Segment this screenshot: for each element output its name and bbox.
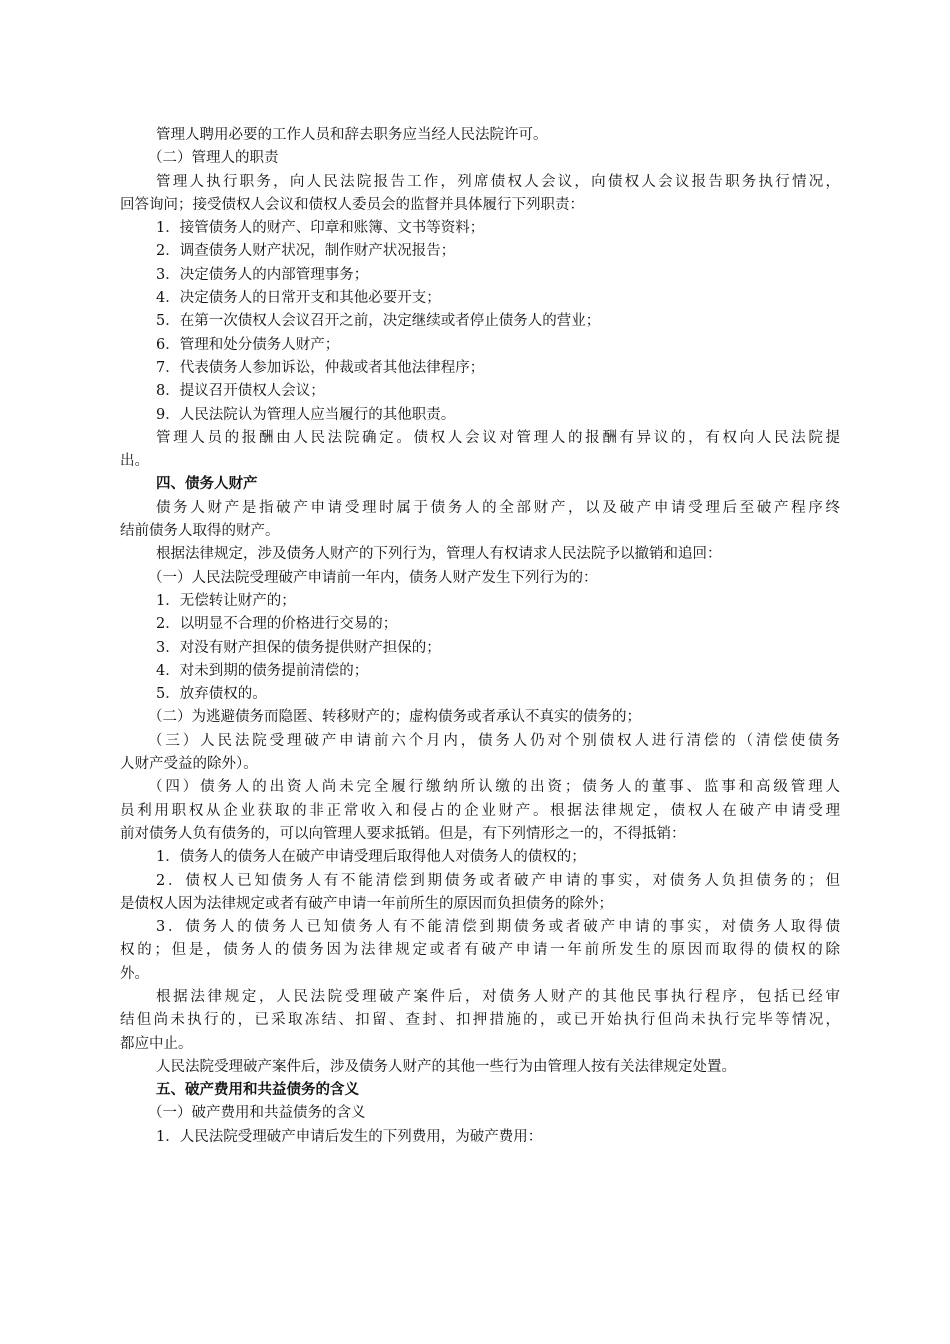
text-line: 根据法律规定，涉及债务人财产的下列行为，管理人有权请求人民法院予以撤销和追回： <box>156 546 722 563</box>
list-item: 2．调查债务人财产状况，制作财产状况报告； <box>156 243 456 260</box>
list-item: 3．债务人的债务人已知债务人有不能清偿到期债务或者破产申请的事实，对债务人取得债 <box>156 919 840 936</box>
text-line: 管理人员的报酬由人民法院确定。债权人会议对管理人的报酬有异议的，有权向人民法院提 <box>156 429 840 446</box>
text-line: 权的；但是，债务人的债务因为法律规定或者有破产申请一年前所发生的原因而取得的债权的除 <box>120 942 840 959</box>
list-item: 1．人民法院受理破产申请后发生的下列费用，为破产费用： <box>156 1128 543 1145</box>
list-item: 5．放弃债权的。 <box>156 686 267 703</box>
list-item: 1．无偿转让财产的； <box>156 592 296 609</box>
text-line: 人民法院受理破产案件后，涉及债务人财产的其他一些行为由管理人按有关法律规定处置。 <box>156 1058 736 1075</box>
text-line: 是债权人因为法律规定或者有破产申请一年前所生的原因而负担债务的除外； <box>120 895 613 912</box>
text-line: 人财产受益的除外）。 <box>120 756 258 773</box>
list-item: 1．债务人的债务人在破产申请受理后取得他人对债务人的债权的； <box>156 849 586 866</box>
list-item: 4．决定债务人的日常开支和其他必要开支； <box>156 290 441 307</box>
text-line: 根据法律规定，人民法院受理破产案件后，对债务人财产的其他民事执行程序，包括已经审 <box>156 988 840 1005</box>
subheading: （一）人民法院受理破产申请前一年内，债务人财产发生下列行为的： <box>148 569 598 586</box>
text-line: 管理人聘用必要的工作人员和辞去职务应当经人民法院许可。 <box>156 127 548 143</box>
list-item: 2．以明显不合理的价格进行交易的； <box>156 616 398 633</box>
text-line: 前对债务人负有债务的，可以向管理人要求抵销。但是，有下列情形之一的，不得抵销： <box>120 825 686 842</box>
list-item: 6．管理和处分债务人财产； <box>156 336 340 353</box>
list-item: 5．在第一次债权人会议召开之前，决定继续或者停止债务人的营业； <box>156 313 601 330</box>
text-line: 出。 <box>120 453 149 470</box>
text-line: 外。 <box>120 965 149 982</box>
text-line: 结前债务人取得的财产。 <box>120 523 280 540</box>
text-line: 管理人执行职务，向人民法院报告工作，列席债权人会议，向债权人会议报告职务执行情况， <box>156 173 840 190</box>
list-item: 2．债权人已知债务人有不能清偿到期债务或者破产申请的事实，对债务人负担债务的；但 <box>156 872 840 889</box>
subheading: （四）债务人的出资人尚未完全履行缴纳所认缴的出资；债务人的董事、监事和高级管理人 <box>148 779 840 796</box>
subheading: （一）破产费用和共益债务的含义 <box>148 1105 366 1122</box>
text-line: 都应中止。 <box>120 1035 193 1052</box>
subheading: （二）管理人的职责 <box>148 150 279 167</box>
list-item: 3．决定债务人的内部管理事务； <box>156 266 369 283</box>
subheading: （二）为逃避债务而隐匿、转移财产的；虚构债务或者承认不真实的债务的； <box>148 709 641 726</box>
section-heading: 五、破产费用和共益债务的含义 <box>156 1082 359 1099</box>
list-item: 9．人民法院认为管理人应当履行的其他职责。 <box>156 406 456 423</box>
text-line: 结但尚未执行的，已采取冻结、扣留、查封、扣押措施的，或已开始执行但尚未执行完毕等情况， <box>120 1012 840 1029</box>
document-page <box>120 124 840 1149</box>
list-item: 8．提议召开债权人会议； <box>156 383 325 400</box>
section-heading: 四、债务人财产 <box>156 476 258 493</box>
text-line: 员利用职权从企业获取的非正常收入和侵占的企业财产。根据法律规定，债权人在破产申请受理 <box>120 802 840 819</box>
list-item: 1．接管债务人的财产、印章和账簿、文书等资料； <box>156 220 485 237</box>
list-item: 7．代表债务人参加诉讼，仲裁或者其他法律程序； <box>156 359 485 376</box>
text-line: 回答询问；接受债权人会议和债权人委员会的监督并具体履行下列职责： <box>120 196 584 213</box>
subheading: （三）人民法院受理破产申请前六个月内，债务人仍对个别债权人进行清偿的（清偿使债务 <box>148 732 840 749</box>
text-line: 债务人财产是指破产申请受理时属于债务人的全部财产，以及破产申请受理后至破产程序终 <box>156 499 840 516</box>
list-item: 3．对没有财产担保的债务提供财产担保的； <box>156 639 441 656</box>
list-item: 4．对未到期的债务提前清偿的； <box>156 662 369 679</box>
